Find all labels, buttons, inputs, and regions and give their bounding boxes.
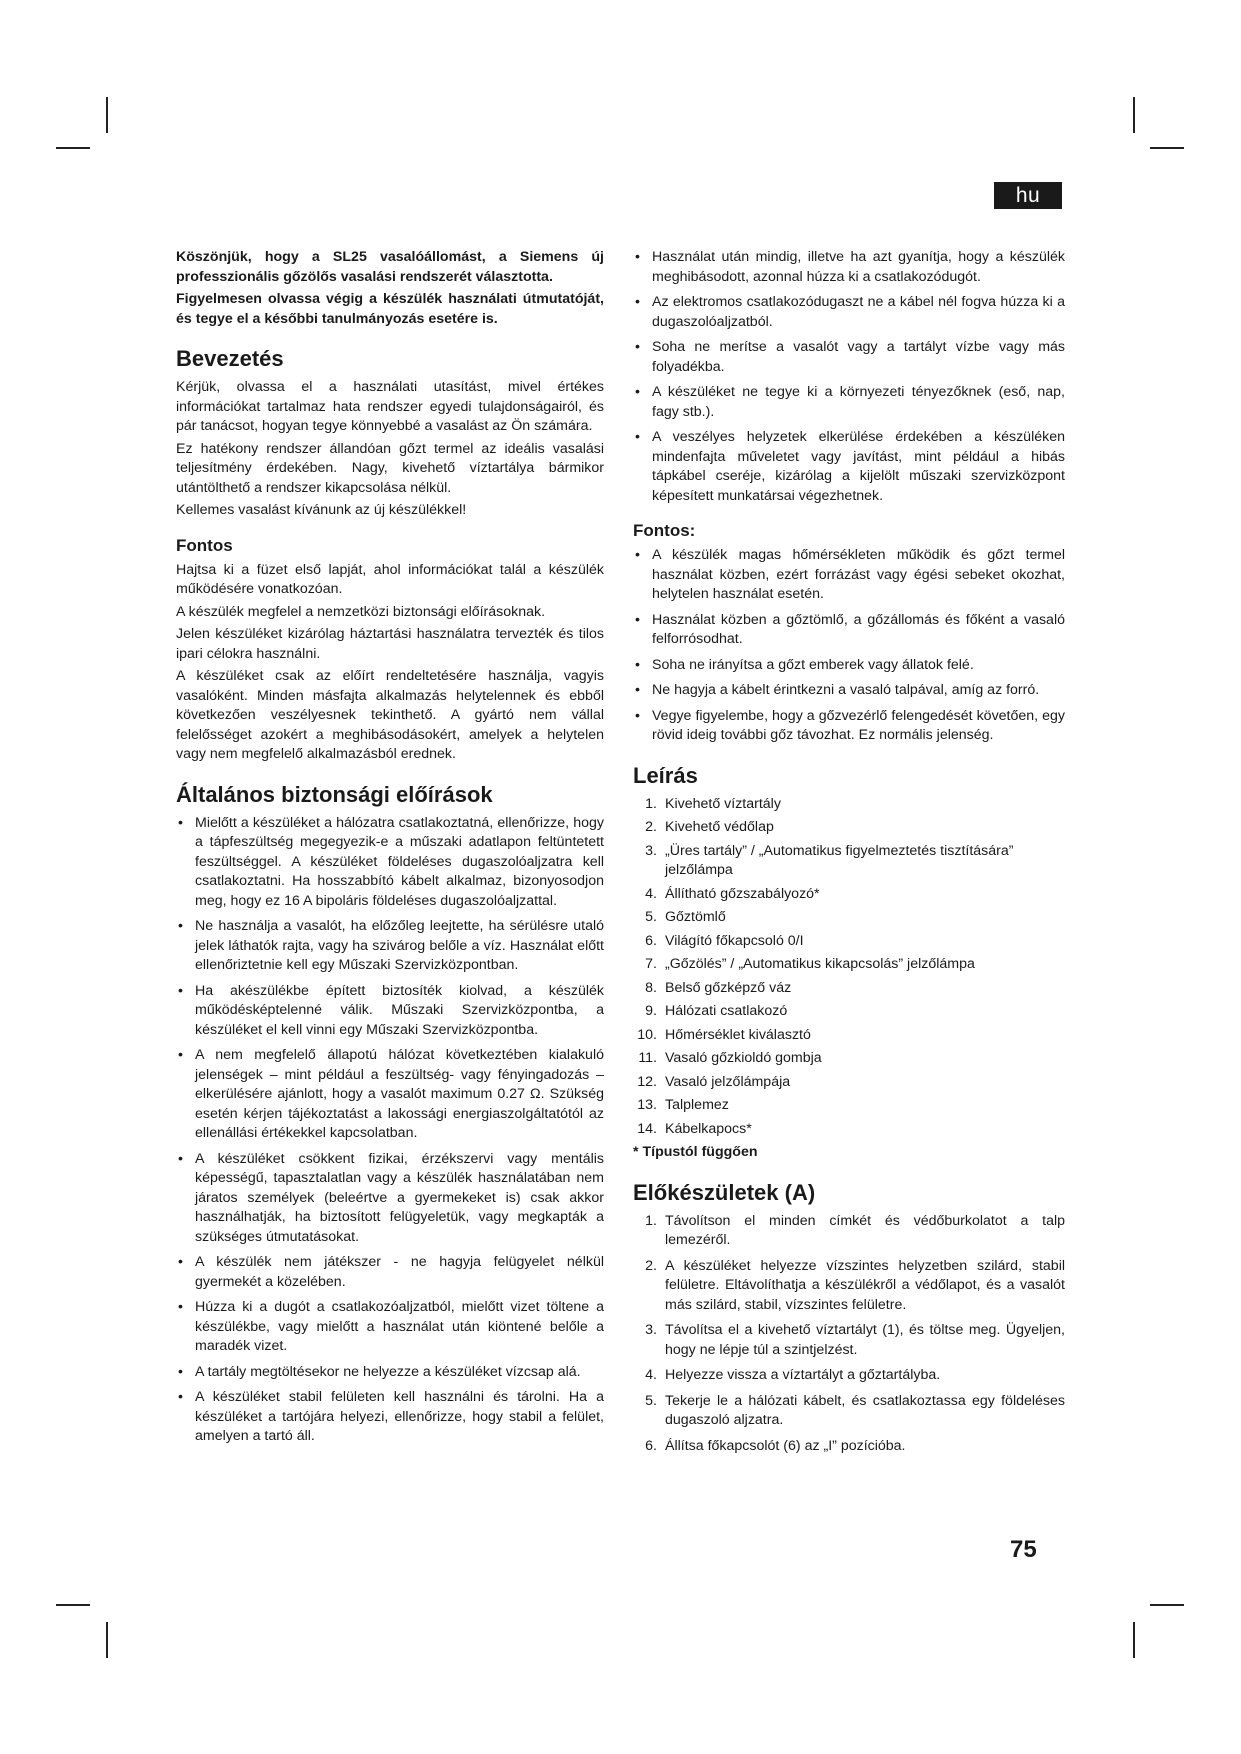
left-column <box>176 248 604 1453</box>
list-item: • A készülék nem játékszer - ne hagyja felügyelet nélkül gyermekét a közelében. <box>176 1253 604 1292</box>
heading-leiras: Leírás <box>633 762 698 788</box>
safety-list-continued <box>633 248 1065 506</box>
crop-mark-bottom-left-v <box>106 1622 108 1658</box>
heading-elokeszuletek: Előkészületek (A) <box>633 1179 816 1205</box>
list-item: • A készülék magas hőmérsékleten működik és gőzt termel használat közben, ezért forrázást vagy égési sebeket okozhat, helytelen használat esetén. <box>633 546 1065 605</box>
list-item: 4. Állítható gőzszabályozó* <box>645 885 820 902</box>
list-item: • Soha ne irányítsa a gőzt emberek vagy állatok felé. <box>633 656 1065 676</box>
list-item: • Húzza ki a dugót a csatlakozóaljzatból, mielőtt vizet töltene a készülékbe, vagy mielőtt a használat után kiöntené belőle a maradék vizet. <box>176 1298 604 1357</box>
list-item: 4. Helyezze vissza a víztartályt a gőztartályba. <box>645 1367 941 1383</box>
list-item: 14. Kábelkapocs* <box>637 1120 752 1137</box>
crop-mark-bottom-right-h <box>1150 1604 1184 1606</box>
list-item: 12. Vasaló jelzőlámpája <box>637 1073 791 1090</box>
heading-safety: Általános biztonsági előírások <box>176 781 493 807</box>
list-item: • Vegye figyelembe, hogy a gőzvezérlő felengedését követően, egy rövid ideig további gőz távozhat. Ez normális jelenség. <box>633 707 1065 746</box>
crop-mark-top-left-h <box>56 147 90 149</box>
list-item: 7. „Gőzölés” / „Automatikus kikapcsolás” jelzőlámpa <box>645 956 975 972</box>
list-item: • Ne hagyja a kábelt érintkezni a vasaló talpával, amíg az forró. <box>633 681 1065 701</box>
crop-mark-top-right-h <box>1150 147 1184 149</box>
list-item: 3. „Üres tartály” / „Automatikus figyelmeztetés tisztítására” jelzőlámpa <box>645 842 1014 878</box>
heading-bevezetes: Bevezetés <box>176 346 284 371</box>
list-item: 1. Kivehető víztartály <box>645 795 781 812</box>
list-item: 1. Távolítson el minden címkét és védőburkolatot a talp lemezéről. <box>645 1212 1065 1248</box>
list-item: • Ne használja a vasalót, ha előzőleg leejtette, ha sérülésre utaló jelek láthatók rajta, vagy ha szivárog belőle a víz. Használat előtt ellenőriztetnie kell egy Műszaki Szervizközpontban. <box>176 917 604 976</box>
list-item: • A tartály megtöltésekor ne helyezze a készüléket vízcsap alá. <box>176 1363 604 1383</box>
list-item: • A nem megfelelő állapotú hálózat következtében kialakuló jelenségek – mint például a feszültség- vagy fényingadozás – elkerülésére ajánlott, hogy a vasalót maximum 0.27 Ω. Szükség esetén kérjen tájékoztatást a lakossági energiaszolgáltatótól az ellenállási értékekkel kapcsolatban. <box>176 1046 604 1144</box>
list-item: 5. Gőztömlő <box>645 909 726 925</box>
bevezetes-paragraph-2: Ez hatékony rendszer állandóan gőzt termel az ideális vasalási teljesítmény érdekében. Nagy, kivehető víztartálya bármikor utántölthető a rendszer kikapcsolása nélkül. <box>176 440 604 496</box>
language-badge: hu <box>994 182 1062 209</box>
list-item: 13. Talplemez <box>637 1097 729 1113</box>
heading-fontos: Fontos <box>176 535 233 555</box>
list-item: • Ha akészülékbe épített biztosíték kiolvad, a készülék működésképtelenné válik. Műszaki Szervizközpontba, a készüléket el kell vinni egy Műszaki Szervizközpontba. <box>176 982 604 1041</box>
right-column <box>633 248 1065 1462</box>
list-item: • A készüléket ne tegye ki a környezeti tényezőknek (eső, nap, fagy stb.). <box>633 383 1065 422</box>
list-item: • Használat közben a gőztömlő, a gőzállomás és főként a vasaló felforrósodhat. <box>633 611 1065 650</box>
list-item: • Az elektromos csatlakozódugaszt ne a kábel nél fogva húzza ki a dugaszolóaljzatból. <box>633 293 1065 332</box>
fontos-paragraph-4: A készüléket csak az előírt rendeltetésére használja, vagyis vasalóként. Minden másfajta alkalmazás helytelennek és ebből következően veszélyesnek tekinthető. A gyártó nem vállal felelősséget azokért a meghibásodásokért, amelyek a helytelen vagy nem megfelelő alkalmazásból erednek. <box>176 668 604 762</box>
intro-read-manual: Figyelmesen olvassa végig a készülék használati útmutatóját, és tegye el a későbbi tanulmányozás esetére is. <box>176 291 604 327</box>
list-item: • Soha ne merítse a vasalót vagy a tartályt vízbe vagy más folyadékba. <box>633 338 1065 377</box>
leiras-note: * Típustól függően <box>633 1144 758 1160</box>
fontos-paragraph-1: Hajtsa ki a füzet első lapját, ahol információkat talál a készülék működésére vonatkozóan. <box>176 561 604 597</box>
bevezetes-paragraph-1: Kérjük, olvassa el a használati utasítást, mivel értékes információkat tartalmaz hata rendszer egyedi tulajdonságairól, és pár tanácsot, hogyan tegye könnyebbé a vasalást az Ön számára. <box>176 379 604 434</box>
list-item: 3. Távolítsa el a kivehető víztartályt (1), és töltse meg. Ügyeljen, hogy ne lépje túl a szintjelzést. <box>645 1322 1065 1358</box>
list-item: 5. Tekerje le a hálózati kábelt, és csatlakoztassa egy földeléses dugaszoló aljzatra. <box>645 1392 1065 1428</box>
list-item: • A készüléket csökkent fizikai, érzékszervi vagy mentális képességű, tapasztalatlan vagy a készülék használatában nem járatos személyek (beleértve a gyermekeket is) csak akkor használhatják, ha biztosított felügyeletük, vagy megkapták a szükséges útmutatásokat. <box>176 1150 604 1248</box>
prep-list <box>633 1212 1065 1457</box>
safety-list <box>176 814 604 1447</box>
list-item: 9. Hálózati csatlakozó <box>645 1003 788 1019</box>
fontos-paragraph-2: A készülék megfelel a nemzetközi biztonsági előírásoknak. <box>176 603 546 620</box>
list-item: • Mielőtt a készüléket a hálózatra csatlakoztatná, ellenőrizze, hogy a tápfeszültség megegyezik-e a műszaki adatlapon feltüntetett feszültséggel. A készüléket földeléses dugaszolóaljzatra kell csatlakoztatni. Ha hosszabbító kábelt alkalmaz, bizonyosodjon meg, hogy ez 16 A bipoláris földeléses dugaszolóaljzattal. <box>176 814 604 912</box>
intro-thanks: Köszönjük, hogy a SL25 vasalóállomást, a Siemens új professzionális gőzölős vasalási rendszerét választotta. <box>176 249 604 285</box>
list-item: 2. Kivehető védőlap <box>645 819 774 835</box>
list-item: 6. Állítsa főkapcsolót (6) az „I” pozícióba. <box>645 1437 906 1454</box>
list-item: 11. Vasaló gőzkioldó gombja <box>638 1050 822 1066</box>
crop-mark-bottom-right-v <box>1133 1622 1135 1658</box>
crop-mark-bottom-left-h <box>56 1604 90 1606</box>
list-item: 2. A készüléket helyezze vízszintes helyzetben szilárd, stabil felületre. Eltávolíthatja a készülékről a védőlapot, és a vasalót más szilárd, stabil, vízszintes felületre. <box>645 1257 1065 1313</box>
crop-mark-top-right-v <box>1133 97 1135 133</box>
list-item: 10. Hőmérséklet kiválasztó <box>637 1026 811 1043</box>
bevezetes-paragraph-3: Kellemes vasalást kívánunk az új készülékkel! <box>176 502 467 518</box>
list-item: • A veszélyes helyzetek elkerülése érdekében a készüléken mindenfajta műveletet vagy javítást, mint például a hibás tápkábel cseréje, kizárólag a kijelölt műszaki szervizközpont képesített munkatársai végezhetnek. <box>633 428 1065 506</box>
page-number: 75 <box>1010 1536 1037 1563</box>
heading-fontos-2: Fontos: <box>633 521 696 540</box>
list-item: • A készüléket stabil felületen kell használni és tárolni. Ha a készüléket a tartójára helyezi, ellenőrizze, hogy stabil a felület, amelyen a tartó áll. <box>176 1388 604 1447</box>
fontos-list <box>633 546 1065 746</box>
crop-mark-top-left-v <box>106 97 108 133</box>
leiras-list <box>633 795 1065 1140</box>
fontos-paragraph-3: Jelen készüléket kizárólag háztartási használatra tervezték és tilos ipari célokra használni. <box>176 626 604 662</box>
list-item: 8. Belső gőzképző váz <box>645 979 792 996</box>
list-item: • Használat után mindig, illetve ha azt gyanítja, hogy a készülék meghibásodott, azonnal húzza ki a csatlakozódugót. <box>633 248 1065 287</box>
list-item: 6. Világító főkapcsoló 0/I <box>645 932 804 949</box>
